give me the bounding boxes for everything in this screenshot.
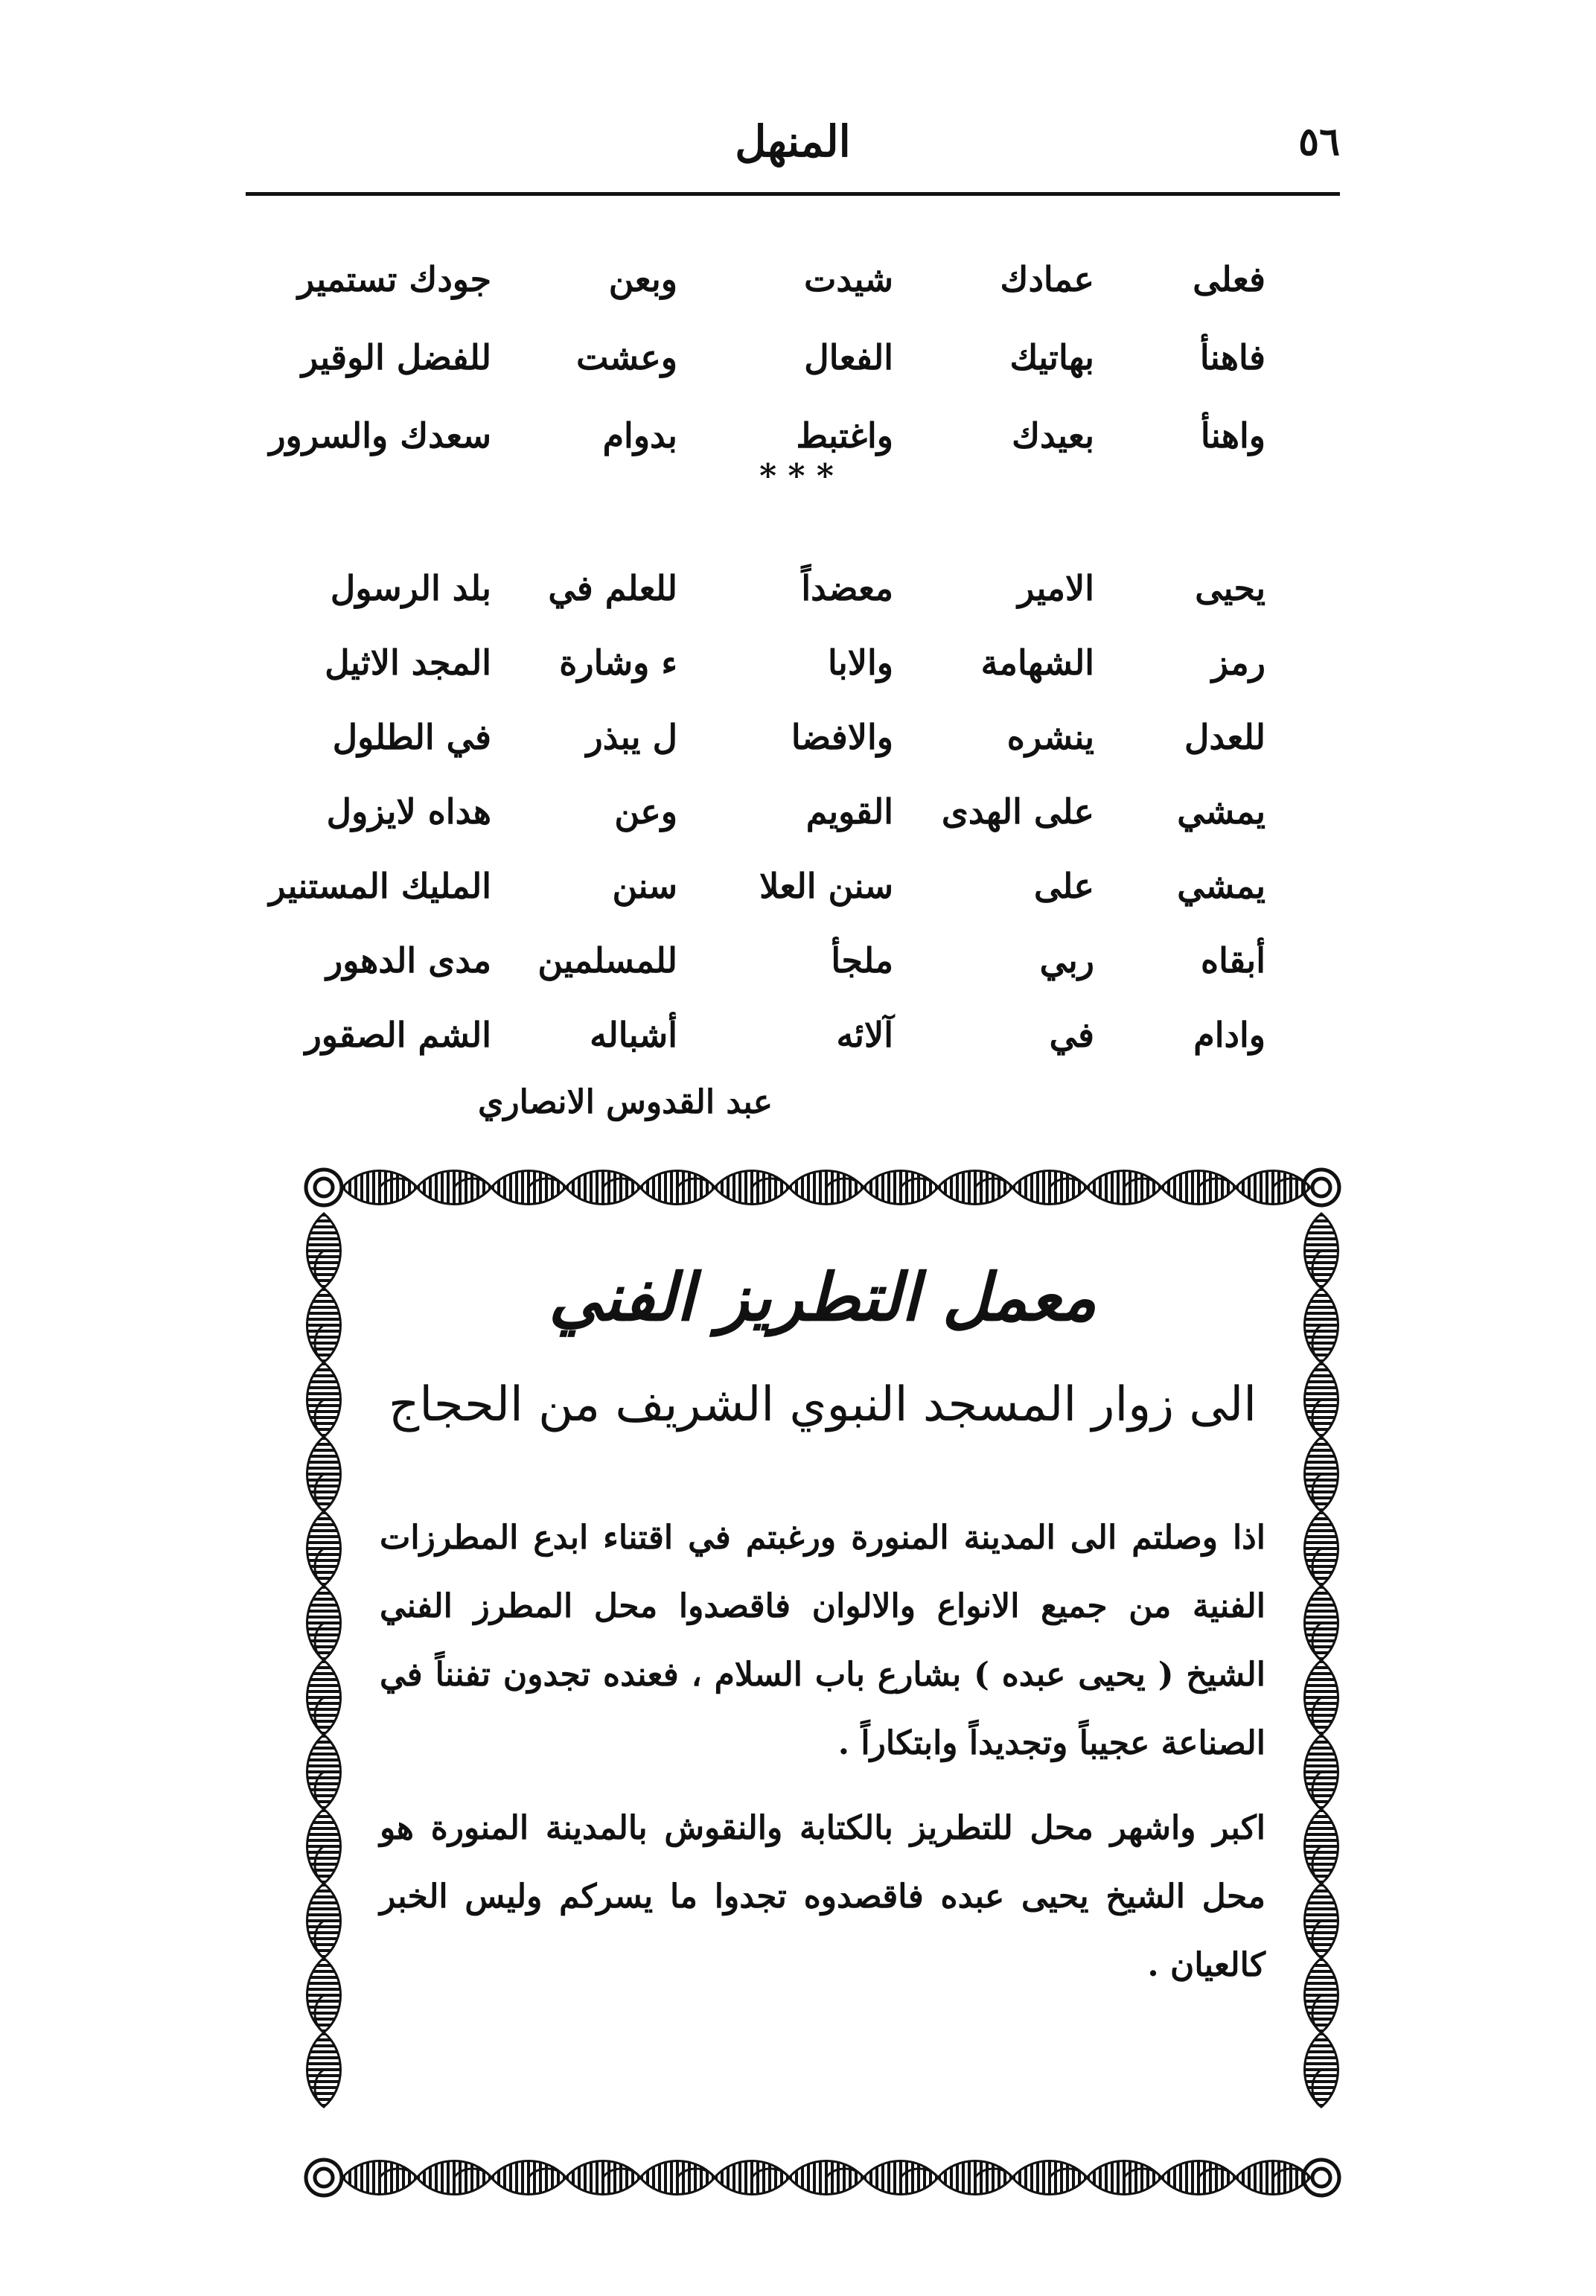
verse-word: ل يبذر: [586, 717, 677, 757]
poem-verse: [269, 406, 1265, 465]
verse-word: واغتبط: [796, 415, 893, 456]
verse-word: في: [1049, 1015, 1094, 1055]
verse-word: الشم الصقور: [304, 1015, 491, 1055]
verse-word: وبعن: [608, 259, 677, 299]
verse-word: للمسلمين: [537, 940, 677, 980]
verse-word: بعيدك: [1012, 415, 1094, 456]
verse-word: المليك المستنير: [269, 866, 491, 906]
running-header: [246, 112, 1340, 179]
verse-word: يمشي: [1177, 866, 1265, 906]
verse-word: أشباله: [590, 1015, 677, 1055]
border-left: [307, 1214, 341, 2107]
verse-word: المجد الاثيل: [325, 642, 491, 683]
verse-word: وعن: [614, 791, 677, 832]
verse-word: مدى الدهور: [326, 940, 491, 980]
verse-word: الفعال: [804, 337, 893, 377]
verse-word: ء وشارة: [559, 642, 677, 683]
verse-word: فعلى: [1193, 259, 1265, 299]
verse-word: آلائه: [836, 1015, 893, 1055]
poem-verse: [330, 558, 1265, 618]
border-bottom: [342, 2161, 1310, 2195]
verse-word: والابا: [827, 642, 893, 683]
verse-word: معضداً: [801, 568, 893, 608]
verse-word: واهنأ: [1200, 415, 1265, 456]
verse-word: ملجأ: [831, 940, 893, 980]
poem-verse: [304, 1005, 1265, 1065]
verse-word: عمادك: [1000, 259, 1094, 299]
stanza-separator: * * *: [759, 457, 834, 495]
poem-verse: [269, 856, 1265, 916]
verse-word: في الطلول: [332, 717, 491, 757]
journal-name: المنهل: [735, 116, 851, 167]
page-number: ٥٦: [1298, 119, 1340, 165]
verse-word: يمشي: [1177, 791, 1265, 832]
verse-word: وادام: [1193, 1015, 1265, 1055]
verse-word: يحيى: [1195, 568, 1265, 608]
poem-verse: [297, 249, 1265, 309]
advertisement-subtitle: الى زوار المسجد النبوي الشريف من الحجاج: [389, 1377, 1257, 1432]
verse-word: للعدل: [1184, 717, 1265, 757]
verse-word: بلد الرسول: [330, 568, 491, 608]
verse-word: أبقاه: [1201, 940, 1265, 980]
verse-word: شيدت: [804, 259, 893, 299]
poem-signature: عبد القدوس الانصاري: [477, 1083, 773, 1121]
poem-verse: [325, 633, 1265, 692]
advertisement-paragraph: اكبر واشهر محل للتطريز بالكتابة والنقوش بالمدينة المنورة هو محل الشيخ يحيى عبده فاقصدوه تجدوا ما يسركم وليس الخبر كالعيان .: [380, 1809, 1265, 1984]
verse-word: على: [1033, 866, 1094, 906]
verse-word: والافضا: [791, 717, 893, 757]
advertisement-body: [380, 1504, 1265, 2000]
verse-word: الشهامة: [980, 642, 1094, 683]
verse-word: ربي: [1039, 940, 1094, 980]
advertisement-paragraph: اذا وصلتم الى المدينة المنورة ورغبتم في اقتناء ابدع المطرزات الفنية من جميع الانواع والالوان فاقصدوا محل المطرز الفني الشيخ ( يحيى عبده ) بشارع باب السلام ، فعنده تجدون تفنناً في الصناعة عجيباً وتجديداً وابتكاراً .: [380, 1519, 1265, 1762]
verse-word: سعدك والسرور: [269, 415, 491, 456]
verse-word: فاهنأ: [1199, 337, 1265, 377]
advertisement-title: معمل التطريز الفني: [549, 1258, 1097, 1336]
border-top: [342, 1171, 1310, 1205]
poem-verse: [326, 782, 1265, 841]
verse-word: رمز: [1211, 642, 1265, 683]
verse-word: الامير: [1018, 568, 1094, 608]
verse-word: ينشره: [1006, 717, 1094, 757]
verse-word: بدوام: [602, 415, 677, 456]
poem-verse: [332, 707, 1265, 767]
verse-word: سنن العلا: [759, 866, 893, 906]
verse-word: جودك تستمير: [297, 259, 491, 299]
poem-verse: [301, 328, 1265, 387]
header-rule: [246, 192, 1340, 196]
verse-word: بهاتيك: [1009, 337, 1094, 377]
verse-word: للعلم في: [548, 568, 677, 608]
verse-word: سنن: [612, 866, 677, 906]
verse-word: هداه لايزول: [326, 791, 491, 832]
border-right: [1305, 1214, 1338, 2107]
verse-word: على الهدى: [941, 791, 1094, 832]
verse-word: للفضل الوقير: [301, 337, 491, 377]
verse-word: وعشت: [576, 337, 677, 377]
verse-word: القويم: [805, 791, 893, 832]
poem-verse: [326, 931, 1265, 990]
